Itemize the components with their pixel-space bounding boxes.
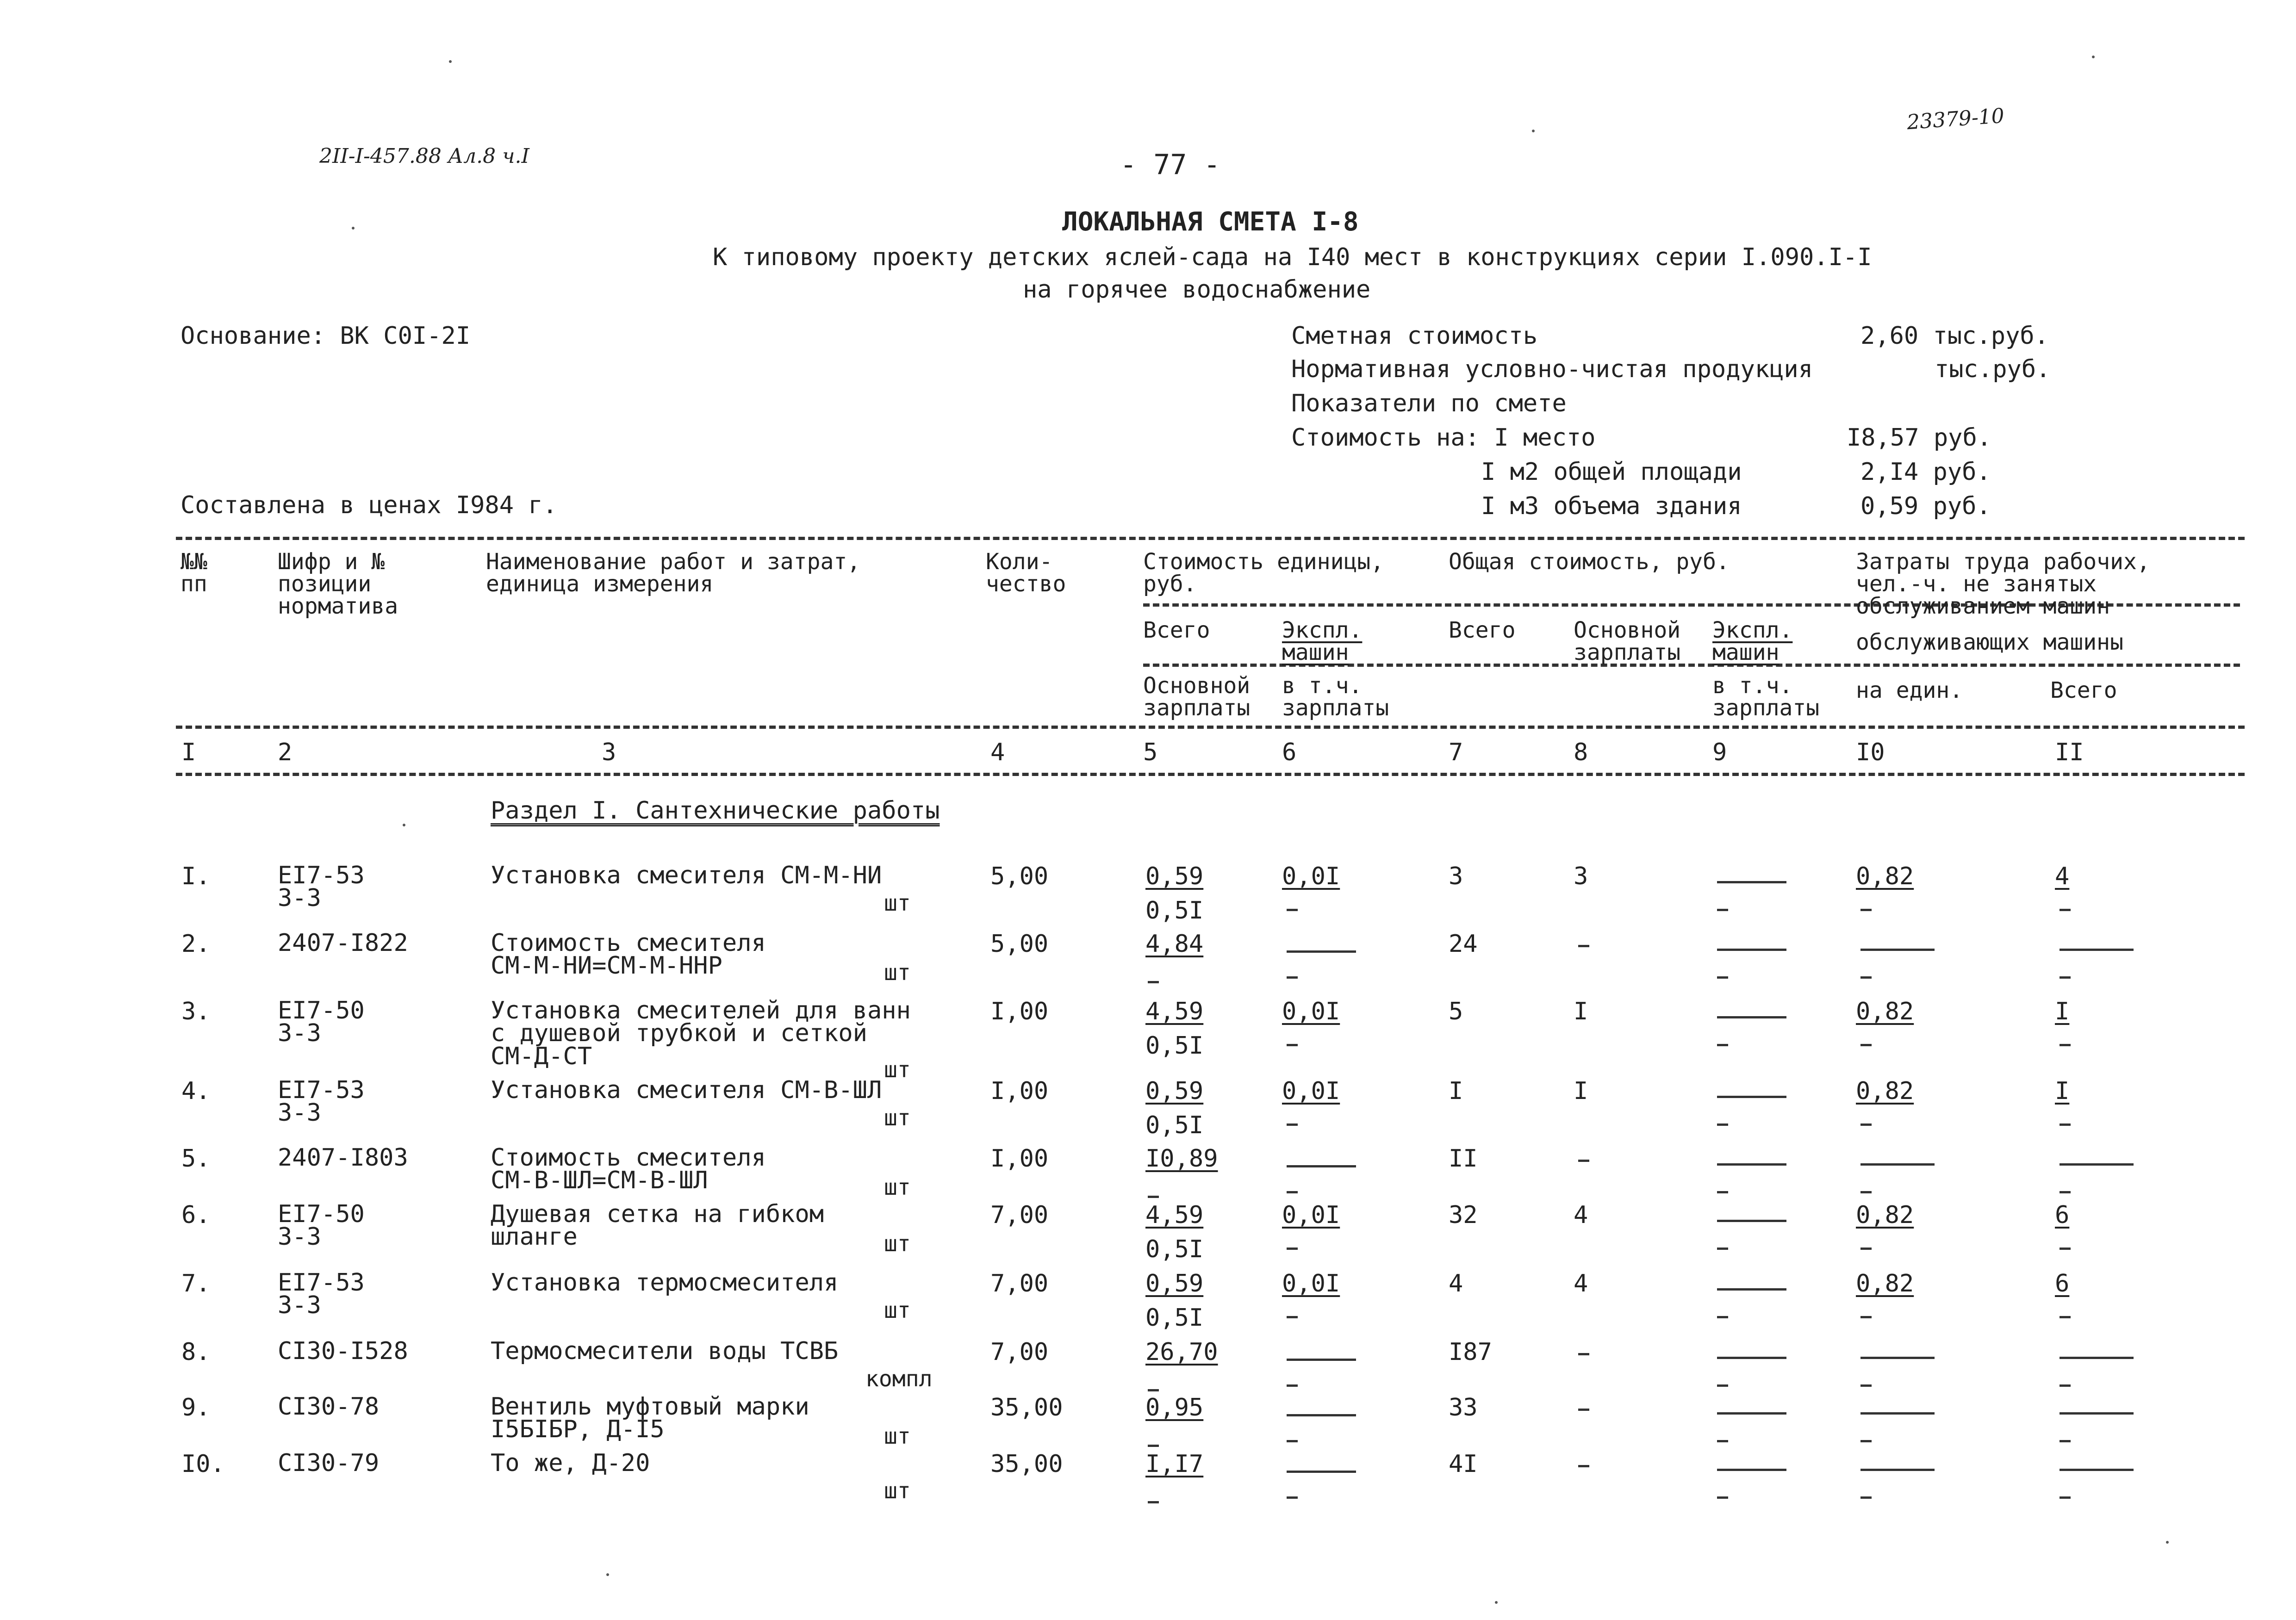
header-total-machines: Экспл. машин [1712, 617, 1793, 665]
row-unit-total: 0,59 [1145, 1077, 1204, 1105]
subtitle-line-1: К типовому проекту детских яслей-сада на I40 мест в конструкциях серии I.090.I-I [713, 243, 1872, 271]
header-unit-incl-wage: в т.ч. зарплаты [1282, 673, 1389, 721]
row-code: ЕI7-53 3-3 [278, 862, 365, 912]
row-name: Установка смесителя СМ-М-НИ [491, 862, 882, 889]
meta-value: 0,59 руб. [1860, 492, 1991, 520]
dash-mark [2060, 949, 2134, 951]
section-heading: Раздел I. Сантехнические работы [491, 797, 940, 825]
meta-label: Сметная стоимость [1291, 322, 1538, 350]
row-unit-machines: 0,0I [1282, 863, 1340, 890]
row-code: ЕI7-53 3-3 [278, 1076, 365, 1127]
dash-mark [1717, 1248, 1728, 1250]
column-number: 2 [278, 739, 292, 766]
dash-mark [1717, 1044, 1728, 1046]
dash-mark [1717, 1163, 1786, 1166]
dash-mark [2060, 1496, 2071, 1499]
row-total: I [1449, 1077, 1463, 1105]
row-total: 33 [1449, 1394, 1478, 1421]
dash-mark [1717, 949, 1786, 951]
row-unit-machines: 0,0I [1282, 1201, 1340, 1229]
dash-mark [1860, 1191, 1872, 1193]
scan-speck [1495, 1601, 1498, 1604]
header-cell-name: Наименование работ и затрат, единица измерения [486, 549, 861, 597]
column-number: II [2055, 739, 2084, 766]
column-number: 7 [1449, 739, 1463, 766]
row-unit: шт [884, 1174, 911, 1200]
dash-mark [1287, 950, 1356, 953]
row-unit: шт [884, 960, 911, 986]
row-code: СI30-78 [278, 1393, 380, 1421]
page-title: ЛОКАЛЬНАЯ СМЕТА I-8 [1062, 207, 1359, 237]
row-unit: шт [884, 890, 911, 916]
column-number: 8 [1574, 739, 1588, 766]
row-quantity: 7,00 [990, 1270, 1049, 1297]
row-number: 2. [181, 930, 211, 958]
header-labor-machines: обслуживающих машины [1856, 629, 2123, 655]
row-quantity: I,00 [990, 1145, 1049, 1173]
row-name: Вентиль муфтовый марки I5БIБР, Д-I5 [491, 1393, 809, 1444]
dash-mark [1148, 981, 1159, 983]
header-unit-machines: Экспл. машин [1282, 617, 1363, 665]
header-labor-total: Всего [2050, 677, 2117, 703]
dash-mark [2060, 909, 2071, 911]
row-quantity: I,00 [990, 1077, 1049, 1105]
row-name: Стоимость смесителя СМ-В-ШЛ=СМ-В-ШЛ [491, 1144, 766, 1195]
dash-mark [1860, 1248, 1872, 1250]
header-cell-quantity: Коли- чество [986, 549, 1066, 597]
dash-mark [1287, 1496, 1298, 1499]
dash-mark [1717, 1288, 1786, 1291]
column-number: 6 [1282, 739, 1297, 766]
dash-mark [1860, 1357, 1935, 1359]
row-number: I. [181, 863, 211, 890]
scan-speck [352, 227, 355, 230]
row-unit-basic-wage: 0,5I [1145, 1111, 1204, 1139]
row-code: 2407-I822 [278, 929, 408, 957]
row-labor-total: 4 [2055, 863, 2070, 890]
dash-mark [2060, 1163, 2134, 1166]
row-total: I87 [1449, 1338, 1492, 1366]
dash-mark [1717, 1440, 1728, 1442]
scan-speck [606, 1573, 609, 1576]
row-total-basic-wage: 4 [1574, 1270, 1588, 1297]
dash-mark [1578, 1353, 1589, 1355]
row-name: Стоимость смесителя СМ-М-НИ=СМ-М-ННР [491, 929, 766, 980]
document-reference: 2II-I-457.88 Ал.8 ч.I [319, 144, 529, 168]
meta-label: Стоимость на: I место [1291, 424, 1596, 452]
dash-mark [1717, 909, 1728, 911]
dash-mark [2060, 976, 2071, 979]
row-name: Установка смесителей для ванн с душевой трубкой и сеткой СМ-Д-СТ [491, 997, 911, 1070]
dash-mark [1860, 1316, 1872, 1318]
column-number: 9 [1712, 739, 1727, 766]
dash-mark [2060, 1316, 2071, 1318]
row-number: I0. [181, 1450, 225, 1478]
meta-label: I м2 общей площади [1481, 458, 1742, 486]
dash-mark [1287, 1414, 1356, 1416]
meta-value: I8,57 руб. [1847, 424, 1992, 452]
dash-mark [1717, 1096, 1786, 1098]
header-cell-code: Шифр и № позиции норматива [278, 549, 398, 619]
row-unit-total: 26,70 [1145, 1338, 1218, 1366]
row-code: ЕI7-53 3-3 [278, 1269, 365, 1320]
dash-mark [2060, 1357, 2134, 1359]
row-number: 3. [181, 998, 211, 1025]
row-labor-unit: 0,82 [1856, 998, 1914, 1025]
row-labor-total: I [2055, 998, 2070, 1025]
row-unit: шт [884, 1105, 911, 1131]
dash-mark [1860, 1123, 1872, 1126]
dash-mark [1717, 1316, 1728, 1318]
row-labor-total: 6 [2055, 1201, 2070, 1229]
column-number: I [181, 739, 196, 766]
row-unit-total: 4,84 [1145, 930, 1204, 958]
dash-mark [1287, 1359, 1356, 1361]
dash-mark [2060, 1440, 2071, 1442]
dash-mark [1860, 1496, 1872, 1499]
dash-mark [2060, 1469, 2134, 1471]
row-number: 5. [181, 1145, 211, 1173]
row-total: 4 [1449, 1270, 1463, 1297]
dash-mark [2060, 1191, 2071, 1193]
dash-mark [1287, 909, 1298, 911]
row-labor-unit: 0,82 [1856, 1270, 1914, 1297]
row-unit-total: 0,59 [1145, 1270, 1204, 1297]
dash-mark [1287, 1123, 1298, 1126]
meta-label: I м3 объема здания [1481, 492, 1742, 520]
row-unit-total: 4,59 [1145, 1201, 1204, 1229]
row-total: 24 [1449, 930, 1478, 958]
row-code: ЕI7-50 3-3 [278, 997, 365, 1048]
dash-mark [1860, 949, 1935, 951]
scan-speck [403, 824, 405, 826]
row-code: СI30-79 [278, 1449, 380, 1477]
dash-mark [1717, 1469, 1786, 1471]
row-unit-basic-wage: 0,5I [1145, 897, 1204, 925]
dash-mark [1860, 1440, 1872, 1442]
row-quantity: 5,00 [990, 863, 1049, 890]
row-quantity: 7,00 [990, 1338, 1049, 1366]
row-unit-machines: 0,0I [1282, 1077, 1340, 1105]
row-unit-basic-wage: 0,5I [1145, 1032, 1204, 1060]
row-unit: шт [884, 1057, 911, 1083]
dash-mark [1578, 945, 1589, 947]
row-labor-unit: 0,82 [1856, 863, 1914, 890]
row-number: 7. [181, 1270, 211, 1297]
dash-mark [1860, 976, 1872, 979]
subtitle-line-2: на горячее водоснабжение [1023, 276, 1371, 304]
row-quantity: 5,00 [990, 930, 1049, 958]
prices-text: Составлена в ценах I984 г. [180, 491, 557, 519]
row-total: 32 [1449, 1201, 1478, 1229]
page-number: - 77 - [1120, 149, 1220, 181]
header-cell-number: №№ пп [180, 549, 207, 597]
row-name: То же, Д-20 [491, 1449, 650, 1477]
row-code: СI30-I528 [278, 1337, 408, 1365]
dash-mark [1717, 1357, 1786, 1359]
row-total-basic-wage: 3 [1574, 863, 1588, 890]
row-unit-total: 4,59 [1145, 998, 1204, 1025]
row-total: 4I [1449, 1450, 1478, 1478]
row-unit-basic-wage: 0,5I [1145, 1235, 1204, 1263]
dash-mark [1860, 1163, 1935, 1166]
meta-label: Нормативная условно-чистая продукция [1291, 355, 1813, 383]
dash-mark [1717, 1384, 1728, 1387]
dash-mark [1287, 1316, 1298, 1318]
dash-mark [1860, 1384, 1872, 1387]
dash-mark [1860, 1044, 1872, 1046]
dash-mark [1287, 1440, 1298, 1442]
header-total-cost: Общая стоимость, руб. [1449, 549, 1730, 575]
dash-mark [1148, 1196, 1159, 1198]
row-unit: шт [884, 1478, 911, 1504]
row-total-basic-wage: I [1574, 998, 1588, 1025]
dash-mark [1860, 1469, 1935, 1471]
header-bottom-rule [176, 726, 2245, 729]
header-total-incl-wage: в т.ч. зарплаты [1712, 673, 1820, 721]
dash-mark [1287, 1471, 1356, 1473]
header-unit-total: Всего [1143, 617, 1210, 643]
row-unit-machines: 0,0I [1282, 998, 1340, 1025]
dash-mark [1717, 1220, 1786, 1222]
meta-label: Показатели по смете [1291, 390, 1567, 417]
row-number: 6. [181, 1201, 211, 1229]
meta-value: 2,60 тыс.руб. [1860, 322, 2049, 350]
header-unit-cost: Стоимость единицы, руб. [1143, 549, 1384, 597]
row-labor-total: I [2055, 1077, 2070, 1105]
dash-mark [1717, 1412, 1786, 1415]
dash-mark [1148, 1501, 1159, 1503]
scan-speck [2092, 56, 2095, 58]
dash-mark [1717, 1191, 1728, 1193]
header-unit-basic-wage: Основной зарплаты [1143, 673, 1251, 721]
dash-mark [1287, 976, 1298, 979]
row-unit: шт [884, 1297, 911, 1323]
scan-speck [449, 60, 452, 63]
row-quantity: I,00 [990, 998, 1049, 1025]
dash-mark [2060, 1248, 2071, 1250]
dash-mark [1578, 1465, 1589, 1467]
dash-mark [2060, 1384, 2071, 1387]
table-top-rule [176, 537, 2245, 540]
row-unit: компл [865, 1366, 933, 1392]
row-total-basic-wage: I [1574, 1077, 1588, 1105]
row-total: II [1449, 1145, 1478, 1173]
row-number: 9. [181, 1394, 211, 1421]
dash-mark [1717, 976, 1728, 979]
row-number: 4. [181, 1077, 211, 1105]
row-total-basic-wage: 4 [1574, 1201, 1588, 1229]
row-unit: шт [884, 1231, 911, 1257]
row-code: 2407-I803 [278, 1144, 408, 1172]
row-quantity: 7,00 [990, 1201, 1049, 1229]
meta-value: тыс.руб. [1935, 355, 2051, 383]
basis-text: Основание: ВК С0I-2I [180, 322, 471, 350]
row-unit-total: 0,59 [1145, 863, 1204, 890]
header-total-all: Всего [1449, 617, 1516, 643]
dash-mark [1148, 1445, 1159, 1447]
dash-mark [1287, 1384, 1298, 1387]
dash-mark [1578, 1160, 1589, 1162]
meta-value: 2,I4 руб. [1860, 458, 1991, 486]
row-unit-total: I,I7 [1145, 1450, 1204, 1478]
row-name: Душевая сетка на гибком шланге [491, 1200, 824, 1251]
dash-mark [1287, 1165, 1356, 1167]
dash-mark [1860, 909, 1872, 911]
header-labor: Затраты труда рабочих, чел.-ч. не занятых обслуживанием машин [1856, 549, 2150, 619]
scan-speck [1532, 130, 1535, 132]
dash-mark [1287, 1191, 1298, 1193]
dash-mark [1287, 1044, 1298, 1046]
dash-mark [1860, 1412, 1935, 1415]
row-name: Термосмесители воды ТСВБ [491, 1337, 839, 1365]
row-unit-basic-wage: 0,5I [1145, 1304, 1204, 1332]
dash-mark [1717, 881, 1786, 883]
dash-mark [1717, 1496, 1728, 1499]
header-total-basic-wage: Основной зарплаты [1574, 617, 1681, 665]
row-name: Установка смесителя СМ-В-ШЛ [491, 1076, 882, 1104]
row-labor-unit: 0,82 [1856, 1201, 1914, 1229]
row-quantity: 35,00 [990, 1450, 1063, 1478]
row-code: ЕI7-50 3-3 [278, 1200, 365, 1251]
row-name: Установка термосмесителя [491, 1269, 839, 1297]
row-labor-unit: 0,82 [1856, 1077, 1914, 1105]
dash-mark [1717, 1016, 1786, 1018]
scan-speck [2166, 1541, 2169, 1544]
row-labor-total: 6 [2055, 1270, 2070, 1297]
dash-mark [1148, 1389, 1159, 1391]
row-unit-total: I0,89 [1145, 1145, 1218, 1173]
column-numbers-rule [176, 773, 2245, 776]
dash-mark [2060, 1412, 2134, 1415]
row-number: 8. [181, 1338, 211, 1366]
row-total: 5 [1449, 998, 1463, 1025]
row-unit: шт [884, 1423, 911, 1449]
archive-stamp: 23379-10 [1906, 104, 2005, 135]
dash-mark [1287, 1248, 1298, 1250]
dash-mark [1717, 1123, 1728, 1126]
header-labor-unit: на един. [1856, 677, 1963, 703]
column-number: 5 [1143, 739, 1158, 766]
column-number: I0 [1856, 739, 1885, 766]
row-unit-machines: 0,0I [1282, 1270, 1340, 1297]
dash-mark [1578, 1409, 1589, 1411]
row-quantity: 35,00 [990, 1394, 1063, 1421]
row-total: 3 [1449, 863, 1463, 890]
dash-mark [2060, 1044, 2071, 1046]
dash-mark [2060, 1123, 2071, 1126]
column-number: 4 [990, 739, 1005, 766]
row-unit-total: 0,95 [1145, 1394, 1204, 1421]
column-number: 3 [602, 739, 616, 766]
